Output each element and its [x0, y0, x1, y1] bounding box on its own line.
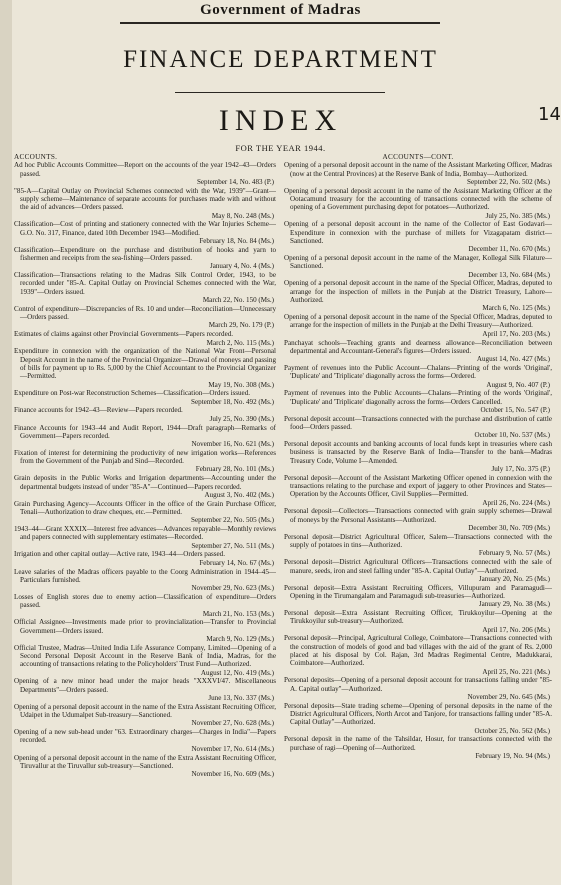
entry-text: Payment of revenues into the Public Accounts—Chalans—Printing of the words 'Original', 'Duplicate' and 'Triplicate' diagonally across the forms—Orders Cancelled.: [284, 389, 552, 406]
index-entry: [14, 568, 276, 593]
year-line: FOR THE YEAR 1944.: [235, 143, 326, 153]
entry-text: Opening of a personal deposit account in the name of the Collector of East Godavari—Expenditure in connexion with the purchase of millets for Vizagapatam district—Sanctioned.: [284, 220, 552, 245]
entry-text: Personal deposit—Collectors—Transactions connected with grain supply schemes—Drawal of moneys by the Personal Assistants—Authorized.: [284, 507, 552, 524]
entry-citation: October 15, No. 547 (P.): [480, 405, 550, 414]
entry-text: Personal deposit—Extra Assistant Recruiting Officers, Villupuram and Paramagudi—Opening in the Tirumangalam and Paramagudi sub-treasuries—Authorized.: [284, 583, 552, 600]
entry-citation: August 9, No. 407 (P.): [486, 380, 550, 389]
entry-citation: March 21, No. 153 (Ms.): [202, 609, 274, 618]
entry-text: Irrigation and other capital outlay—Active rate, 1943–44—Orders passed.: [14, 550, 225, 559]
index-entry: [14, 618, 276, 643]
entry-text: Losses of English stores due to enemy action—Classification of expenditure—Orders passed.: [14, 592, 276, 610]
entry-text: Personal deposit—District Agricultural Officers—Transactions connected with the sale of manure, seeds, iron and steel falling under "85-A. Capital Outlay"—Authorized.: [284, 558, 552, 575]
entry-citation: April 25, No. 221 (Ms.): [482, 667, 550, 676]
entry-citation: October 25, No. 562 (Ms.): [474, 726, 550, 735]
index-entry: [14, 389, 276, 406]
entry-text: Panchayat schools—Teaching grants and dearness allowance—Reconciliation between departmental and Accountant-General's figures—Orders issued.: [284, 338, 552, 355]
entry-citation: May 8, No. 248 (Ms.): [211, 211, 274, 220]
index-entry: [14, 161, 276, 186]
entry-citation: September 18, No. 492 (Ms.): [191, 397, 274, 406]
entry-citation: September 14, No. 483 (P.): [196, 177, 274, 186]
entry-citation: February 19, No. 94 (Ms.): [475, 752, 550, 761]
index-entry: [14, 644, 276, 677]
entry-text: Personal deposit—Account of the Assistant Marketing Officer opened in connexion with the transactions relating to the purchase and export of jaggery to other Provinces and States—Operation by the Accounts Officer, Civil Supplies—Permitted.: [284, 473, 552, 499]
entry-citation: December 13, No. 684 (Ms.): [468, 270, 550, 279]
entry-citation: March 6, No. 125 (Ms.): [482, 304, 550, 313]
entry-citation: February 28, No. 101 (Ms.): [195, 465, 274, 474]
index-entry: [14, 271, 276, 304]
entry-text: Opening of a personal deposit account in the name of the Extra Assistant Recruiting Officer, Udaipet in the Udumalpet Sub-treasury—Sanctioned.: [14, 702, 276, 720]
entry-citation: April 17, No. 206 (Ms.): [482, 625, 550, 634]
entry-text: Control of expenditure—Discrepancies of Rs. 10 and under—Reconciliation—Unnecessary—Orders passed.: [14, 304, 276, 322]
index-title: INDEX: [218, 104, 343, 137]
entry-text: Estimates of claims against other Provincial Governments—Papers recorded.: [14, 330, 234, 339]
entry-text: Opening of a personal deposit account in the name of the Special Officer, Madras, deputed to arrange for the inspection of millets in the Punjab at the District Treasury, Lahore—Authorized.: [284, 279, 552, 305]
entry-text: Opening of a personal deposit account in the name of the Assistant Marketing Officer, Madras (now at the Central Provinces) at the Reserve Bank of India, Bombay—Authorized.: [284, 161, 552, 178]
index-entry: [284, 584, 552, 609]
index-entry: [14, 593, 276, 618]
index-entry: [284, 474, 552, 507]
entry-text: 1943–44—Grant XXXIX—Interest free advances—Advances repayable—Monthly reviews and papers connected with supplementary estimates—Recorded.: [14, 525, 276, 542]
entry-text: Grain Purchasing Agency—Accounts Officer in the office of the Grain Purchase Officer, Tenali—Authorization to draw cheques, etc.—Permitted.: [14, 499, 276, 516]
entry-text: Personal deposit accounts and banking accounts of local funds kept in treasuries where cash business is transacted by the Reserve Bank of India—Transfer to the bank—Madras Treasury Code, Volume I—Amended.: [284, 440, 552, 465]
government-heading: Government of Madras: [200, 2, 361, 18]
entry-citation: September 22, No. 505 (Ms.): [191, 516, 274, 525]
index-entry: [14, 500, 276, 525]
entry-citation: August 3, No. 402 (Ms.): [204, 490, 274, 499]
department-rule: [175, 92, 385, 93]
section-heading: ACCOUNTS.: [14, 153, 58, 161]
entry-text: Personal deposit—Extra Assistant Recruiting Officer, Tirukkoyilur—Opening at the Tirukkoyilur sub-treasury—Authorized.: [284, 609, 552, 626]
index-entry: [284, 676, 552, 701]
entry-text: Payment of revenues into the Public Account—Chalans—Printing of the words 'Original', 'Duplicate' and 'Triplicate' diagonally across the forms—Ordered.: [284, 363, 552, 381]
entry-citation: February 18, No. 84 (Ms.): [199, 236, 274, 245]
index-entry: [14, 677, 276, 702]
entry-text: Classification—Expenditure on the purchase and distribution of hooks and yarn to fishermen and receipts from the sea-fishing—Orders passed.: [14, 245, 276, 263]
entry-text: Opening of a personal deposit account in the name of the Manager, Kollegal Silk Filature—Sanctioned.: [284, 254, 552, 271]
entry-citation: November 29, No. 623 (Ms.): [191, 584, 274, 593]
right-entry-list: [284, 161, 552, 760]
index-entry: [14, 703, 276, 728]
index-entry: [284, 339, 552, 364]
entry-citation: August 12, No. 419 (Ms.): [200, 668, 274, 677]
entry-citation: April 26, No. 224 (Ms.): [482, 498, 550, 507]
entry-citation: November 27, No. 628 (Ms.): [191, 719, 274, 728]
entry-text: Grain deposits in the Public Works and Irrigation departments—Accounting under the departmental budgets instead of under "85-A"—Continued—Papers recorded.: [14, 474, 276, 491]
left-entry-list: [14, 161, 276, 778]
entry-citation: March 2, No. 115 (Ms.): [206, 338, 274, 347]
entry-citation: March 9, No. 129 (Ms.): [206, 634, 274, 643]
index-entry: [14, 449, 276, 474]
entry-text: Personal deposits—State trading scheme—Opening of personal deposits in the name of the District Agricultural Officers, North Arcot and Tanjore, for transactions falling under "85-A. Capital Outlay"—Authorized.: [284, 701, 552, 727]
entry-citation: May 19, No. 308 (Ms.): [208, 380, 274, 389]
entry-text: Opening of a new sub-head under "63. Extraordinary charges—Charges in India"—Papers recorded.: [14, 728, 276, 745]
entry-citation: August 14, No. 427 (Ms.): [476, 355, 550, 364]
department-heading: FINANCE DEPARTMENT: [123, 46, 438, 73]
entry-citation: September 22, No. 502 (Ms.): [467, 177, 550, 186]
entry-citation: July 17, No. 375 (P.): [491, 464, 550, 473]
index-entry: [284, 161, 552, 186]
entry-text: Personal deposit account—Transactions connected with the purchase and distribution of cattle food—Orders passed.: [284, 414, 552, 431]
entry-citation: January 29, No. 38 (Ms.): [478, 600, 550, 609]
entry-citation: July 25, No. 390 (Ms.): [209, 414, 274, 423]
entry-text: "85-A—Capital Outlay on Provincial Schemes connected with the War, 1939"—Grant—supply scheme—Maintenance of separate accounts for purchases made with and without the aid of advances—Orders passed.: [14, 186, 276, 212]
index-entry: [284, 507, 552, 532]
index-entry: [14, 525, 276, 550]
entry-citation: November 16, No. 621 (Ms.): [191, 440, 274, 449]
entry-text: Opening of a personal deposit account in the name of the Special Officer, Madras, deputed to arrange for the inspection of millets in the Punjab at the Delhi Treasury—Authorized.: [284, 313, 552, 330]
entry-citation: January 20, No. 25 (Ms.): [478, 574, 550, 583]
entry-text: Opening of a new minor head under the major heads "XXXVI/47. Miscellaneous Departments"—Orders passed.: [14, 677, 276, 694]
entry-text: Classification—Cost of printing and stationery connected with the War Injuries Scheme—G.O. No. 317, Finance, dated 10th December 1943—Modified.: [14, 220, 276, 237]
entry-citation: November 29, No. 645 (Ms.): [467, 693, 550, 701]
index-entry: [284, 254, 552, 279]
index-entry: [284, 364, 552, 389]
index-entry: [14, 728, 276, 753]
entry-citation: December 30, No. 709 (Ms.): [468, 524, 550, 533]
right-column: [284, 153, 552, 761]
index-entry: [284, 735, 552, 760]
entry-text: Opening of a personal deposit account in the name of the Assistant Marketing Officer at the Ootacamund treasury for the accounting of transactions connected with the scheme of opening of a Government purchasing depot for potatoes—Authorized.: [284, 186, 552, 212]
index-entry: [14, 330, 276, 347]
index-entry: [14, 424, 276, 449]
index-entry: [284, 187, 552, 220]
entry-text: Leave salaries of the Madras officers payable to the Coorg Administration in 1944–45—Particulars furnished.: [14, 567, 276, 584]
index-entry: [284, 389, 552, 414]
index-entry: [284, 558, 552, 583]
index-entry: [14, 474, 276, 499]
entry-citation: January 4, No. 4 (Ms.): [209, 262, 274, 271]
entry-citation: June 13, No. 337 (Ms.): [208, 694, 274, 702]
entry-citation: March 29, No. 179 (P.): [208, 321, 274, 330]
entry-text: Personal deposit in the name of the Tahsildar, Hosur, for transactions connected with the purchase of ragi—Opening of—Authorized.: [284, 735, 552, 752]
index-entry: [284, 440, 552, 473]
entry-citation: April 17, No. 203 (Ms.): [482, 329, 550, 338]
entry-text: Personal deposit—Principal, Agricultural College, Coimbatore—Transactions connected with the construction of models of good and bad villages with the aid of the grant of Rs. 2,000 placed at his disposal by Col. Rajan, 3rd Madras Regimental Centre, Madukkarai, Coimbatore—Authorized.: [284, 634, 552, 668]
entry-citation: July 25, No. 385 (Ms.): [485, 211, 550, 220]
index-entry: [14, 406, 276, 423]
entry-text: Opening of a personal deposit account in the name of the Extra Assistant Recruiting Officer, Tiruvallur at the Tiruvallur sub-treasury—Sanctioned.: [14, 753, 276, 770]
index-entry: [14, 305, 276, 330]
entry-text: Fixation of interest for determining the productivity of new irrigation works—References from the Government of the Punjab and Sind—Recorded.: [14, 448, 276, 466]
entry-citation: February 9, No. 57 (Ms.): [478, 549, 550, 558]
entry-text: Classification—Transactions relating to the Madras Silk Control Order, 1943, to be recorded under "85-A. Capital Outlay on Provincial Schemes connected with the War, 1939"—Orders issued.: [14, 271, 276, 296]
entry-text: Expenditure in connexion with the organization of the National War Front—Personal Deposit Account in the name of the Provincial Organizer—Drawal of moneys and passing of bills for payment up to Rs. 5,000 by the Chief Accountant to the Provincial Organizer—Permitted.: [14, 347, 276, 381]
index-entry: [284, 415, 552, 440]
entry-citation: October 10, No. 537 (Ms.): [474, 431, 550, 440]
margin-annotation: 14: [538, 104, 561, 125]
index-entry: [14, 754, 276, 779]
entry-citation: March 22, No. 150 (Ms.): [202, 296, 274, 305]
entry-text: Expenditure on Post-war Reconstruction Schemes—Classification—Orders issued.: [14, 389, 251, 398]
entry-citation: September 27, No. 511 (Ms.): [191, 541, 274, 550]
index-entry: [14, 550, 276, 567]
entry-text: Official Assignee—Investments made prior to provincialization—Transfer to Provincial Government—Orders issued.: [14, 618, 276, 635]
entry-text: Personal deposits—Opening of a personal deposit account for transactions falling under "85-A. Capital outlay"—Authorized.: [284, 676, 552, 693]
index-entry: [284, 634, 552, 675]
entry-text: Ad hoc Public Accounts Committee—Report on the accounts of the year 1942–43—Orders passed.: [14, 161, 276, 178]
entry-text: Personal deposit—District Agricultural Officer, Salem—Transactions connected with the supply of potatoes in tins—Authorized.: [284, 532, 552, 550]
entry-citation: February 14, No. 67 (Ms.): [199, 558, 274, 567]
heading-rule: [120, 22, 440, 24]
index-entry: [14, 347, 276, 388]
left-column: [14, 153, 276, 779]
index-entry: [14, 220, 276, 245]
entry-text: Finance accounts for 1942–43—Review—Papers recorded.: [14, 406, 183, 415]
index-entry: [284, 220, 552, 253]
index-entry: [14, 187, 276, 220]
index-entry: [284, 702, 552, 735]
entry-text: Finance Accounts for 1943–44 and Audit Report, 1944—Draft paragraph—Remarks of Government—Papers recorded.: [14, 423, 276, 440]
entry-citation: November 16, No. 609 (Ms.): [191, 770, 274, 779]
index-entry: [14, 246, 276, 271]
index-entry: [284, 279, 552, 312]
section-heading-cont: ACCOUNTS—CONT.: [382, 153, 454, 161]
entry-citation: November 17, No. 614 (Ms.): [191, 744, 274, 753]
index-entry: [284, 609, 552, 634]
index-entry: [284, 313, 552, 338]
entry-text: Official Trustee, Madras—United India Life Assurance Company, Limited—Opening of a Second Personal Deposit Account in the Reserve Bank of India, Madras, for the accounting of transactions relating to the Policyholders' Trust Fund—Authorized.: [14, 643, 276, 669]
entry-citation: December 11, No. 670 (Ms.): [468, 245, 550, 254]
index-entry: [284, 533, 552, 558]
